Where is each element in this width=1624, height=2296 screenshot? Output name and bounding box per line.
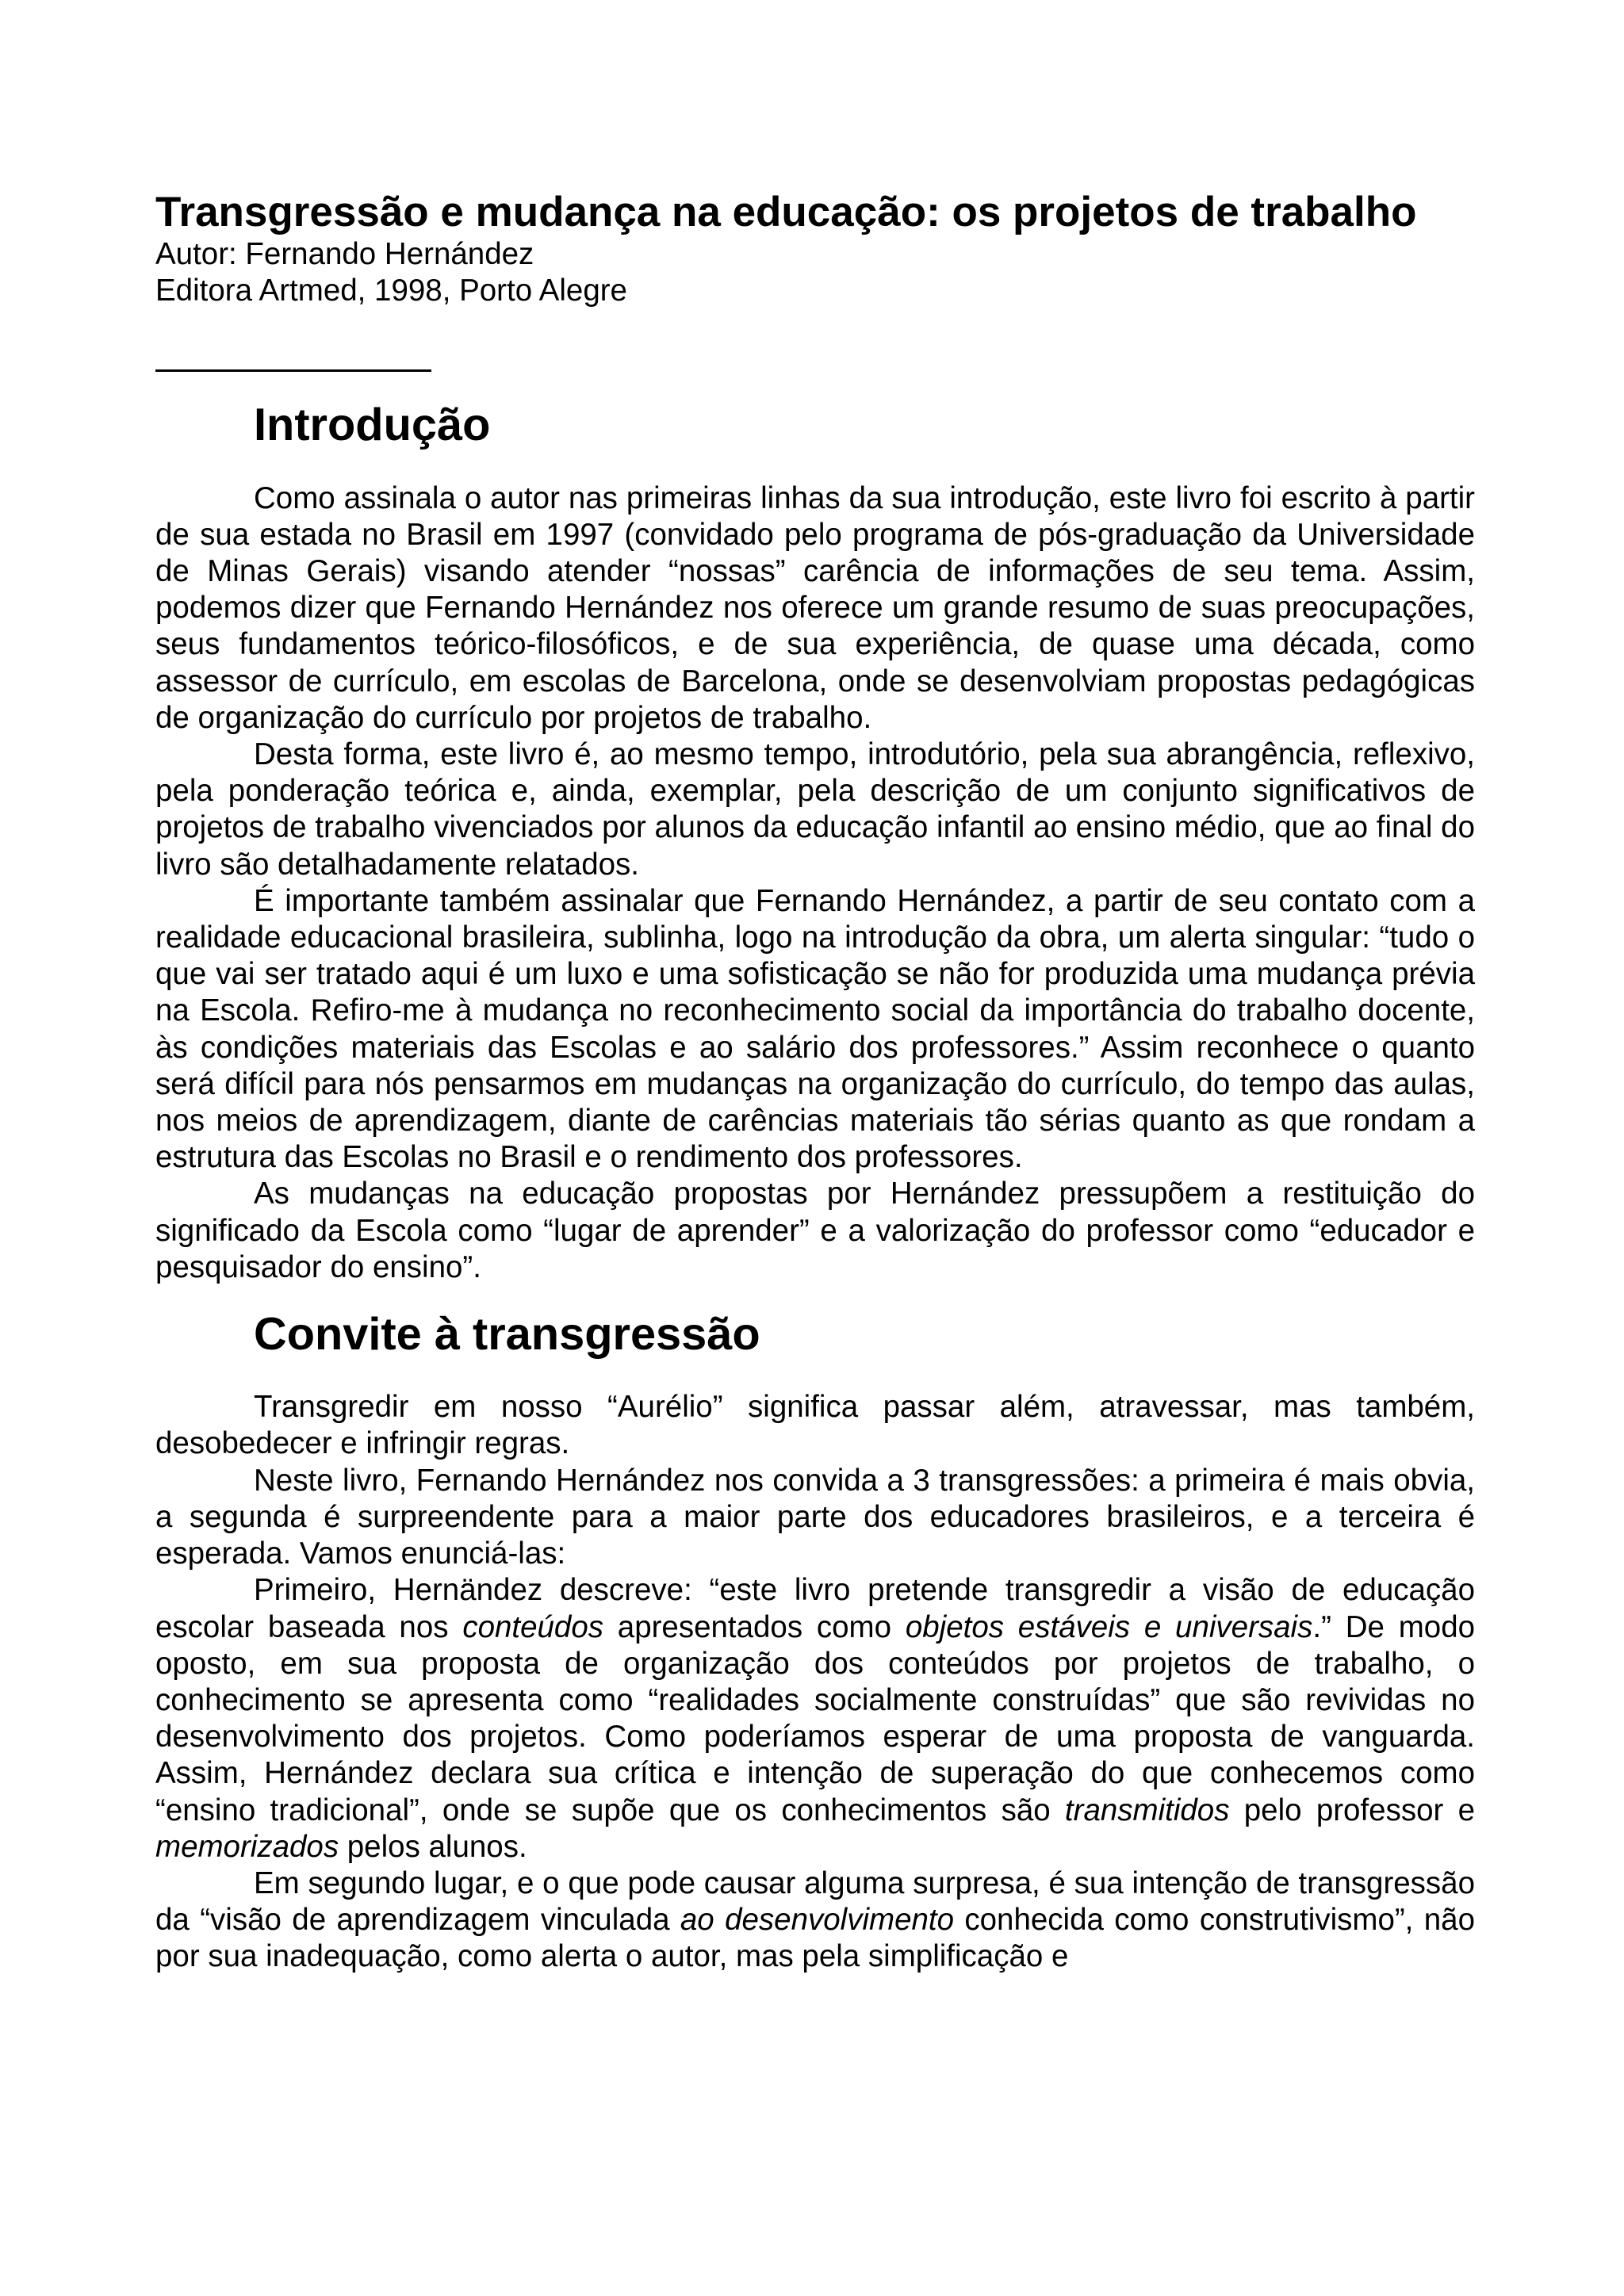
convite-paragraph-3	[155, 1572, 1475, 1866]
text-run: Em segundo lugar, e o que pode causar alguma surpresa, é sua intenção de transgressão da “visão de aprendizagem vinculada	[155, 1866, 1475, 1938]
document-title: Transgressão e mudança na educação: os projetos de trabalho	[155, 189, 1417, 235]
section-heading-intro: Introdução	[254, 400, 491, 451]
separator-rule	[155, 369, 431, 372]
text-run: pelo professor e	[1229, 1793, 1475, 1827]
intro-paragraph-2: Desta forma, este livro é, ao mesmo tempo, introdutório, pela sua abrangência, reflexivo, pela ponderação teórica e, ainda, exemplar, pela descrição de um conjunto significativos de projetos de trabalho vivenciados por alunos da educação infantil ao ensino médio, que ao final do livro são detalhadamente relatados.	[155, 737, 1475, 882]
convite-paragraph-1: Transgredir em nosso “Aurélio” significa passar além, atravessar, mas também, desobedecer e infringir regras.	[155, 1390, 1475, 1461]
text-run: pelos alunos.	[339, 1829, 527, 1864]
italic-run: memorizados	[155, 1829, 339, 1864]
intro-paragraph-3: É importante também assinalar que Fernando Hernández, a partir de seu contato com a realidade educacional brasileira, sublinha, logo na introdução da obra, um alerta singular: “tudo o que vai ser tratado aqui é um luxo e uma sofisticação se não for produzida uma mudança prévia na Escola. Refiro-me à mudança no reconhecimento social da importância do trabalho docente, às condições materiais das Escolas e ao salário dos professores.” Assim reconhece o quanto será difícil para nós pensarmos em mudanças na organização do currículo, do tempo das aulas, nos meios de aprendizagem, diante de carências materiais tão sérias quanto as que rondam a estrutura das Escolas no Brasil e o rendimento dos professores.	[155, 883, 1475, 1175]
text-run: Primeiro, Hernändez descreve: “este livro pretende transgredir a visão de educação escolar baseada nos	[155, 1573, 1475, 1644]
italic-run: objetos estáveis e universais	[905, 1609, 1313, 1644]
text-run: apresentados como	[603, 1609, 906, 1644]
intro-paragraph-4: As mudanças na educação propostas por Hernández pressupõem a restituição do significado da Escola como “lugar de aprender” e a valorização do professor como “educador e pesquisador do ensino”.	[155, 1177, 1475, 1284]
text-run: .” De modo oposto, em sua proposta de organização dos conteúdos por projetos de trabalho, o conhecimento se apresenta como “realidades socialmente construídas” que são revividas no desenvolvimento dos projetos. Como poderíamos esperar de uma proposta de vanguarda. Assim, Hernández declara sua crítica e intenção de superação do que conhecemos como “ensino tradicional”, onde se supõe que os conhecimentos são	[155, 1609, 1476, 1827]
publisher-line: Editora Artmed, 1998, Porto Alegre	[155, 274, 627, 308]
convite-paragraph-2: Neste livro, Fernando Hernández nos convida a 3 transgressões: a primeira é mais obvia, a segunda é surpreendente para a maior parte dos educadores brasileiros, e a terceira é esperada. Vamos enunciá-las:	[155, 1463, 1475, 1571]
section-heading-convite: Convite à transgressão	[254, 1309, 760, 1360]
italic-run: conteúdos	[462, 1609, 603, 1644]
document-page	[155, 189, 1475, 1976]
italic-run: ao desenvolvimento	[680, 1903, 955, 1938]
text-run: conhecida como construtivismo”, não por sua inadequação, como alerta o autor, mas pela simplificação e	[155, 1903, 1475, 1974]
italic-run: transmitidos	[1064, 1793, 1230, 1827]
intro-paragraph-1: Como assinala o autor nas primeiras linhas da sua introdução, este livro foi escrito à partir de sua estada no Brasil em 1997 (convidado pelo programa de pós-graduação da Universidade de Minas Gerais) visando atender “nossas” carência de informações de seu tema. Assim, podemos dizer que Fernando Hernández nos oferece um grande resumo de suas preocupações, seus fundamentos teórico-filosóficos, e de sua experiência, de quase uma década, como assessor de currículo, em escolas de Barcelona, onde se desenvolviam propostas pedagógicas de organização do currículo por projetos de trabalho.	[155, 480, 1475, 735]
author-line: Autor: Fernando Hernández	[155, 237, 534, 271]
convite-paragraph-4	[155, 1866, 1475, 1976]
